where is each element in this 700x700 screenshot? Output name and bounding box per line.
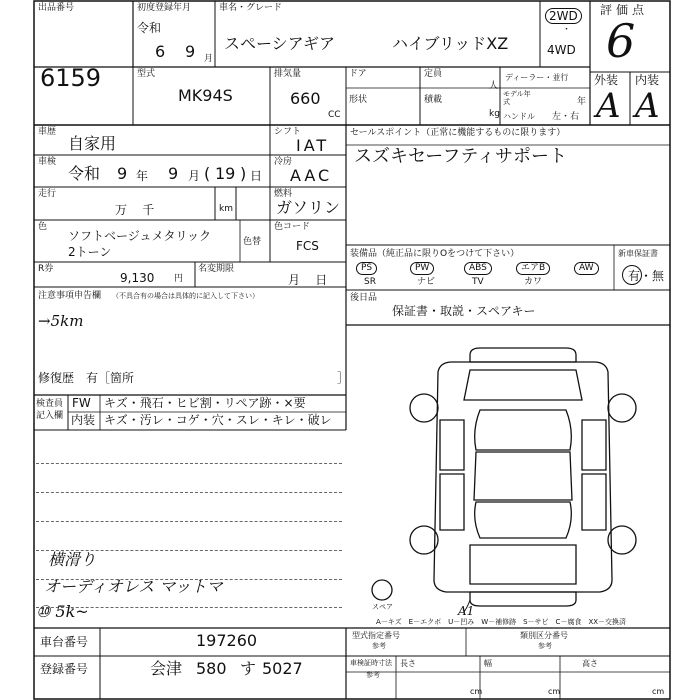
chassis-label: 車台番号 — [40, 635, 89, 649]
reg-number: 5027 — [262, 659, 303, 678]
repair-label: 修復歴 — [38, 371, 75, 385]
person-unit: 人 — [489, 81, 499, 91]
shape-label: 形状 — [349, 95, 368, 105]
accessories-label: 後日品 — [350, 293, 378, 303]
ac-label: 冷房 — [274, 157, 293, 167]
handle-label: ハンドル — [503, 112, 535, 121]
fuel-value: ガソリン — [276, 198, 341, 217]
usage-value: 自家用 — [68, 134, 117, 153]
height-label: 高さ — [582, 659, 598, 668]
repair-value: 有［箇所 — [86, 371, 135, 385]
door-label: ドア — [349, 69, 367, 79]
usage-label: 車歴 — [38, 127, 57, 137]
model-year-label: モデル年式 — [503, 90, 531, 106]
equip-sr: SR — [364, 277, 376, 287]
load-label: 積載 — [424, 95, 443, 105]
drive-separator: ・ — [562, 25, 572, 35]
name-change-label: 名変期限 — [198, 264, 235, 274]
fuel-label: 燃料 — [274, 189, 293, 199]
length-label: 長さ — [400, 659, 416, 668]
repair-close: ］ — [337, 371, 350, 385]
equip-aw: AW — [574, 262, 599, 275]
lwh-label: 車検証時寸法 — [350, 659, 392, 667]
inspection-day-close: ) — [240, 164, 247, 183]
shift-value: IAT — [296, 136, 330, 155]
model-grade-label: 車名・グレード — [219, 3, 283, 13]
equip-leather: カワ — [524, 277, 543, 287]
handle-options: 左・右 — [552, 112, 580, 122]
category-label: 類別区分番号 — [520, 631, 568, 640]
recycle-label: R券 — [38, 264, 54, 274]
warranty-label: 新車保証書 — [618, 249, 658, 258]
damage-legend: A－キズ E－エクボ U－凹み W－補修跡 S－サビ C－腐食 XX－交換済 — [376, 618, 627, 626]
handwritten-line3: ⑩ 5k~ — [36, 602, 89, 621]
score-value: 6 — [606, 14, 636, 68]
color-code-value: FCS — [296, 239, 319, 253]
width-label: 幅 — [484, 659, 492, 668]
equipment-label: 装備品（純正品に限りOをつけて下さい） — [350, 249, 520, 259]
displacement-value: 660 — [290, 89, 321, 108]
capacity-label: 定員 — [424, 69, 443, 79]
notes-sub: （不具合有の場合は具体的に記入して下さい） — [112, 292, 259, 300]
inspector-label: 検査員記入欄 — [36, 399, 64, 421]
model-year-unit: 年 — [577, 97, 587, 107]
ac-value: AAC — [290, 166, 333, 185]
lot-number: 6159 — [40, 64, 102, 92]
inspector-int-items: キズ・汚レ・コゲ・穴・スレ・キレ・破レ — [104, 413, 332, 427]
first-reg-month-unit: 月 — [204, 54, 214, 64]
shift-label: シフト — [274, 127, 302, 137]
reg-class: 580 — [196, 659, 227, 678]
color-label: 色 — [38, 222, 48, 232]
grade: ハイブリッドXZ — [392, 34, 509, 53]
lot-label: 出品番号 — [38, 3, 75, 13]
spare-label: スペア — [372, 603, 393, 611]
length-unit: cm — [470, 687, 483, 696]
color-line1: ソフトベージュメタリック — [68, 229, 212, 243]
damage-mark: A1 — [458, 604, 475, 618]
inspector-fw-items: キズ・飛石・ヒビ割・リペア跡・×要 — [104, 396, 306, 410]
inspection-era: 令和 — [68, 164, 101, 183]
first-reg-era: 令和 — [137, 21, 162, 35]
width-unit: cm — [548, 687, 561, 696]
drive-2wd-circled: 2WD — [545, 8, 582, 24]
handwritten-line1: 横滑り — [48, 550, 97, 569]
inspection-label: 車検 — [38, 157, 57, 167]
equip-pw: PW — [410, 262, 434, 275]
mileage-units: 万 千 — [115, 203, 155, 217]
model-name: スペーシアギア — [224, 34, 336, 53]
interior-grade: A — [635, 86, 660, 126]
inspector-int-label: 内装 — [71, 413, 96, 427]
equip-navi: ナビ — [417, 277, 436, 287]
type-label: 型式 — [137, 69, 156, 79]
mileage-label: 走行 — [38, 189, 57, 199]
color-line2: 2トーン — [68, 245, 112, 259]
inspection-day: 19 — [215, 164, 236, 183]
yen-unit: 円 — [174, 274, 184, 284]
recycle-amount: 9,130 — [120, 271, 155, 285]
chassis-value: 197260 — [196, 631, 258, 650]
inspection-day-unit: 日 — [250, 169, 263, 183]
first-reg-month: 9 — [185, 42, 196, 61]
reference3: 参考 — [366, 671, 380, 679]
inspector-fw-label: FW — [72, 396, 91, 410]
inspection-day-open: ( — [204, 164, 211, 183]
reference2: 参考 — [538, 642, 552, 650]
color-code-label: 色コード — [274, 222, 311, 232]
reg-kana: す — [240, 659, 257, 678]
inspection-month: 9 — [168, 164, 179, 183]
first-reg-year: 6 — [155, 42, 166, 61]
dealer-label: ディーラー・並行 — [505, 73, 569, 82]
sales-point-label: セールスポイント（正常に機能するものに限ります） — [350, 128, 566, 138]
equip-airbag: エアB — [516, 262, 550, 275]
inspection-month-unit: 月 — [188, 169, 201, 183]
reference1: 参考 — [372, 642, 386, 650]
first-reg-label: 初度登録年月 — [137, 3, 192, 13]
exterior-grade: A — [596, 86, 621, 126]
recolor-label: 色替 — [243, 237, 262, 247]
handwritten-line2: オーディオレス マットマ — [44, 577, 223, 596]
notes-label: 注意事項申告欄 — [38, 291, 102, 301]
accessories-value: 保証書・取説・スペアキー — [392, 304, 536, 318]
equip-abs: ABS — [464, 262, 492, 275]
reg-region: 会津 — [150, 659, 183, 678]
reg-label: 登録番号 — [40, 662, 89, 676]
cc-unit: CC — [328, 110, 341, 120]
inspection-year-unit: 年 — [136, 169, 149, 183]
warranty-options: 有・無 — [628, 269, 665, 283]
drive-4wd: 4WD — [547, 43, 576, 57]
kg-unit: kg — [489, 109, 500, 119]
height-unit: cm — [652, 687, 665, 696]
notes-handwritten: →5km — [38, 312, 84, 330]
equip-tv: TV — [472, 277, 484, 287]
displacement-label: 排気量 — [274, 69, 302, 79]
score-label: 評価点 — [600, 3, 649, 17]
name-change-units: 月 日 — [288, 273, 328, 287]
equip-ps: PS — [356, 262, 377, 275]
type-code: MK94S — [178, 86, 233, 105]
sales-point-value: スズキセーフティサポート — [354, 146, 567, 167]
interior-label: 内装 — [635, 73, 660, 87]
exterior-label: 外装 — [594, 73, 619, 87]
km-unit: km — [219, 204, 233, 214]
type-designation-label: 型式指定番号 — [352, 631, 400, 640]
inspection-year: 9 — [117, 164, 128, 183]
